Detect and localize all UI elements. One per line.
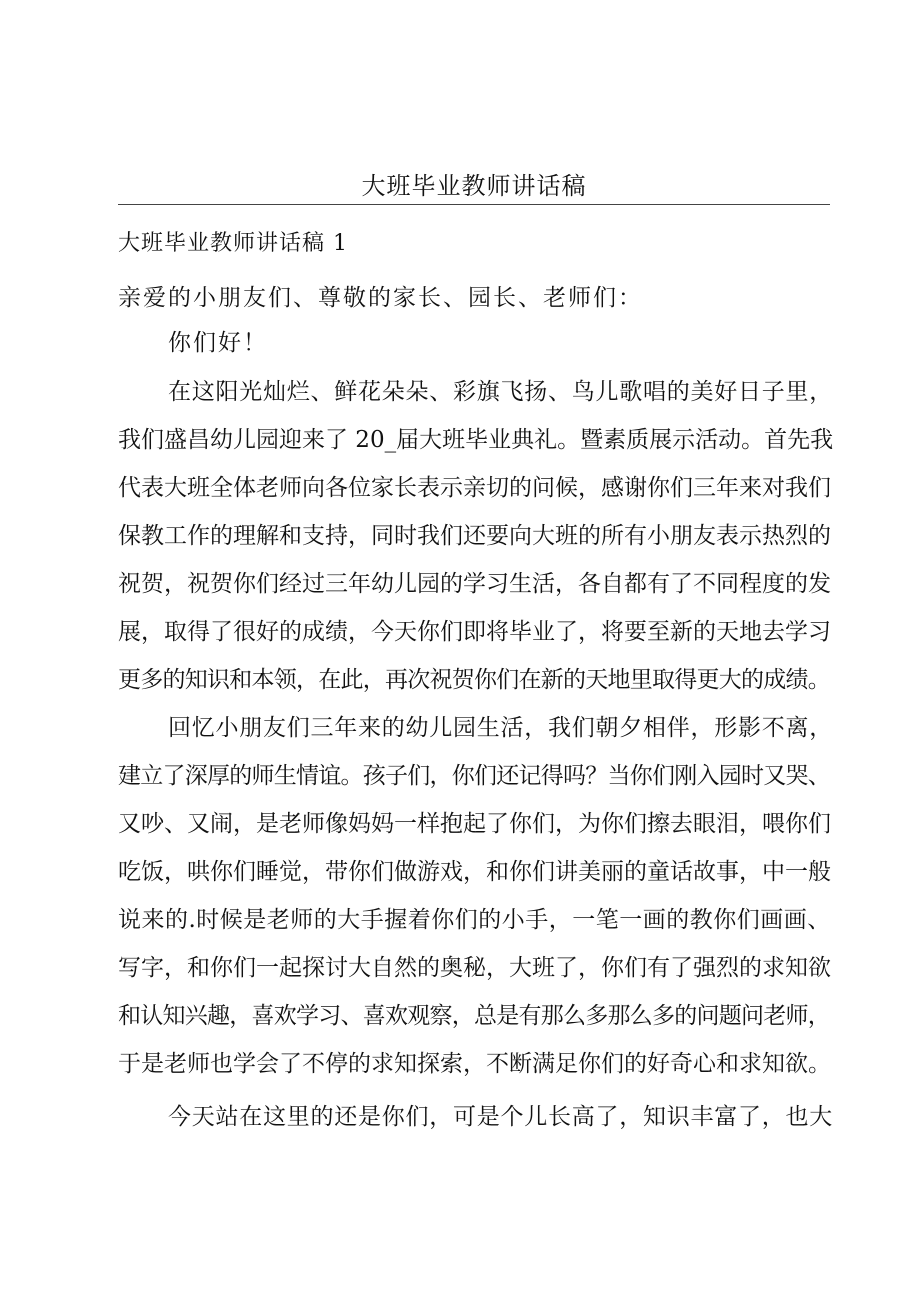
greeting: 你们好！ xyxy=(168,330,268,356)
paragraph-2-line-1: 回忆小朋友们三年来的幼儿园生活，我们朝夕相伴，形影不离， xyxy=(168,715,833,741)
paragraph-2-line-5: 说来的.时候是老师的大手握着你们的小手，一笔一画的教你们画画、 xyxy=(118,907,831,933)
paragraph-1-line-3: 代表大班全体老师向各位家长表示亲切的问候，感谢你们三年来对我们 xyxy=(118,475,831,501)
title-underline xyxy=(118,204,830,205)
paragraph-1-line-4: 保教工作的理解和支持，同时我们还要向大班的所有小朋友表示热烈的 xyxy=(118,523,831,549)
paragraph-2-line-3: 又吵、又闹，是老师像妈妈一样抱起了你们，为你们擦去眼泪，喂你们 xyxy=(118,811,831,837)
paragraph-2-line-2: 建立了深厚的师生情谊。孩子们，你们还记得吗？当你们刚入园时又哭、 xyxy=(118,763,830,789)
paragraph-1-line-2: 我们盛昌幼儿园迎来了 20_届大班毕业典礼。暨素质展示活动。首先我 xyxy=(118,427,834,453)
paragraph-2-line-8: 于是老师也学会了不停的求知探索，不断满足你们的好奇心和求知欲。 xyxy=(118,1051,831,1077)
paragraph-1-line-7: 更多的知识和本领，在此，再次祝贺你们在新的天地里取得更大的成绩。 xyxy=(118,667,830,693)
document-title: 大班毕业教师讲话稿 xyxy=(361,172,587,200)
salutation: 亲爱的小朋友们、尊敬的家长、园长、老师们： xyxy=(118,285,643,311)
paragraph-1-line-6: 展，取得了很好的成绩，今天你们即将毕业了，将要至新的天地去学习 xyxy=(118,619,831,645)
paragraph-1-line-5: 祝贺，祝贺你们经过三年幼儿园的学习生活，各自都有了不同程度的发 xyxy=(118,571,831,597)
paragraph-1-line-1: 在这阳光灿烂、鲜花朵朵、彩旗飞扬、鸟儿歌唱的美好日子里， xyxy=(168,379,833,405)
paragraph-2-line-6: 写字，和你们一起探讨大自然的奥秘，大班了，你们有了强烈的求知欲 xyxy=(118,955,831,981)
section-subtitle: 大班毕业教师讲话稿 1 xyxy=(118,231,348,256)
paragraph-3-line-1: 今天站在这里的还是你们，可是个儿长高了，知识丰富了，也大 xyxy=(168,1104,833,1130)
paragraph-2-line-7: 和认知兴趣，喜欢学习、喜欢观察，总是有那么多那么多的问题问老师， xyxy=(118,1003,830,1029)
paragraph-2-line-4: 吃饭，哄你们睡觉，带你们做游戏，和你们讲美丽的童话故事，中一般 xyxy=(118,859,831,885)
